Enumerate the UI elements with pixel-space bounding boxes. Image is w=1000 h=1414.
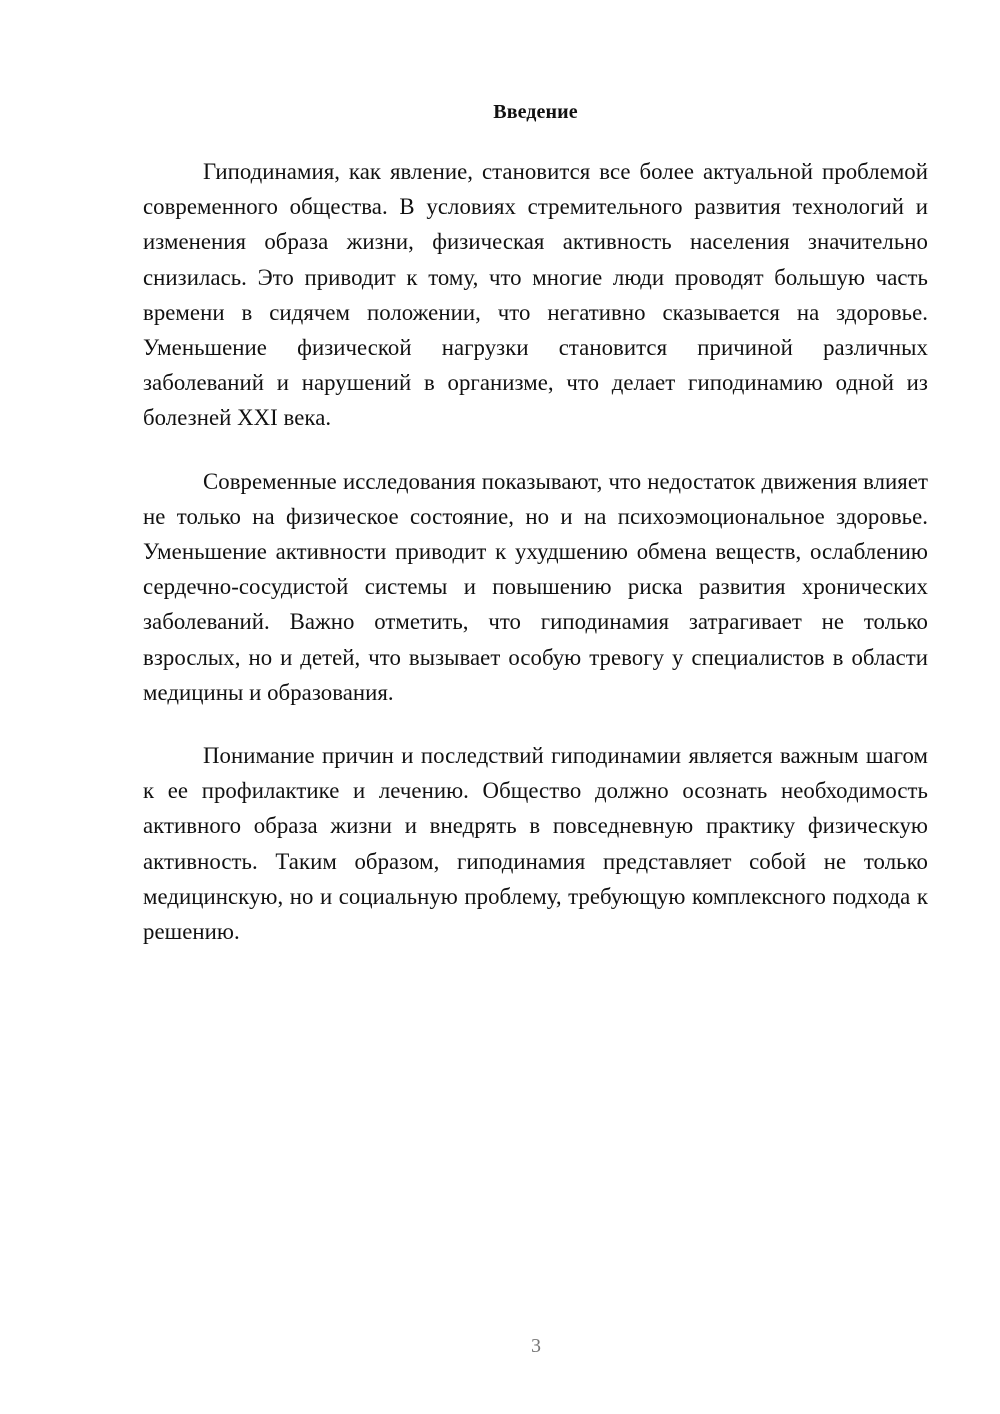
page-content xyxy=(143,92,928,977)
page-number: 3 xyxy=(531,1335,541,1357)
paragraph-3: Понимание причин и последствий гиподинамии является важным шагом к ее профилактике и лечению. Общество должно осознать необходимость активного образа жизни и внедрять в повседневную практику физическую активность. Таким образом, гиподинамия представляет собой не только медицинскую, но и социальную проблему, требующую комплексного подхода к решению. xyxy=(143,743,928,945)
paragraph-1: Гиподинамия, как явление, становится все более актуальной проблемой современного общества. В условиях стремительного развития технологий и изменения образа жизни, физическая активность населения значительно снизилась. Это приводит к тому, что многие люди проводят большую часть времени в сидячем положении, что негативно сказывается на здоровье. Уменьшение физической нагрузки становится причиной различных заболеваний и нарушений в организме, что делает гиподинамию одной из болезней XXI века. xyxy=(143,159,928,431)
section-title: Введение xyxy=(493,101,578,123)
paragraph-2: Современные исследования показывают, что недостаток движения влияет не только на физическое состояние, но и на психоэмоциональное здоровье. Уменьшение активности приводит к ухудшению обмена веществ, ослаблению сердечно-сосудистой системы и повышению риска развития хронических заболеваний. Важно отметить, что гиподинамия затрагивает не только взрослых, но и детей, что вызывает особую тревогу у специалистов в области медицины и образования. xyxy=(143,468,928,705)
